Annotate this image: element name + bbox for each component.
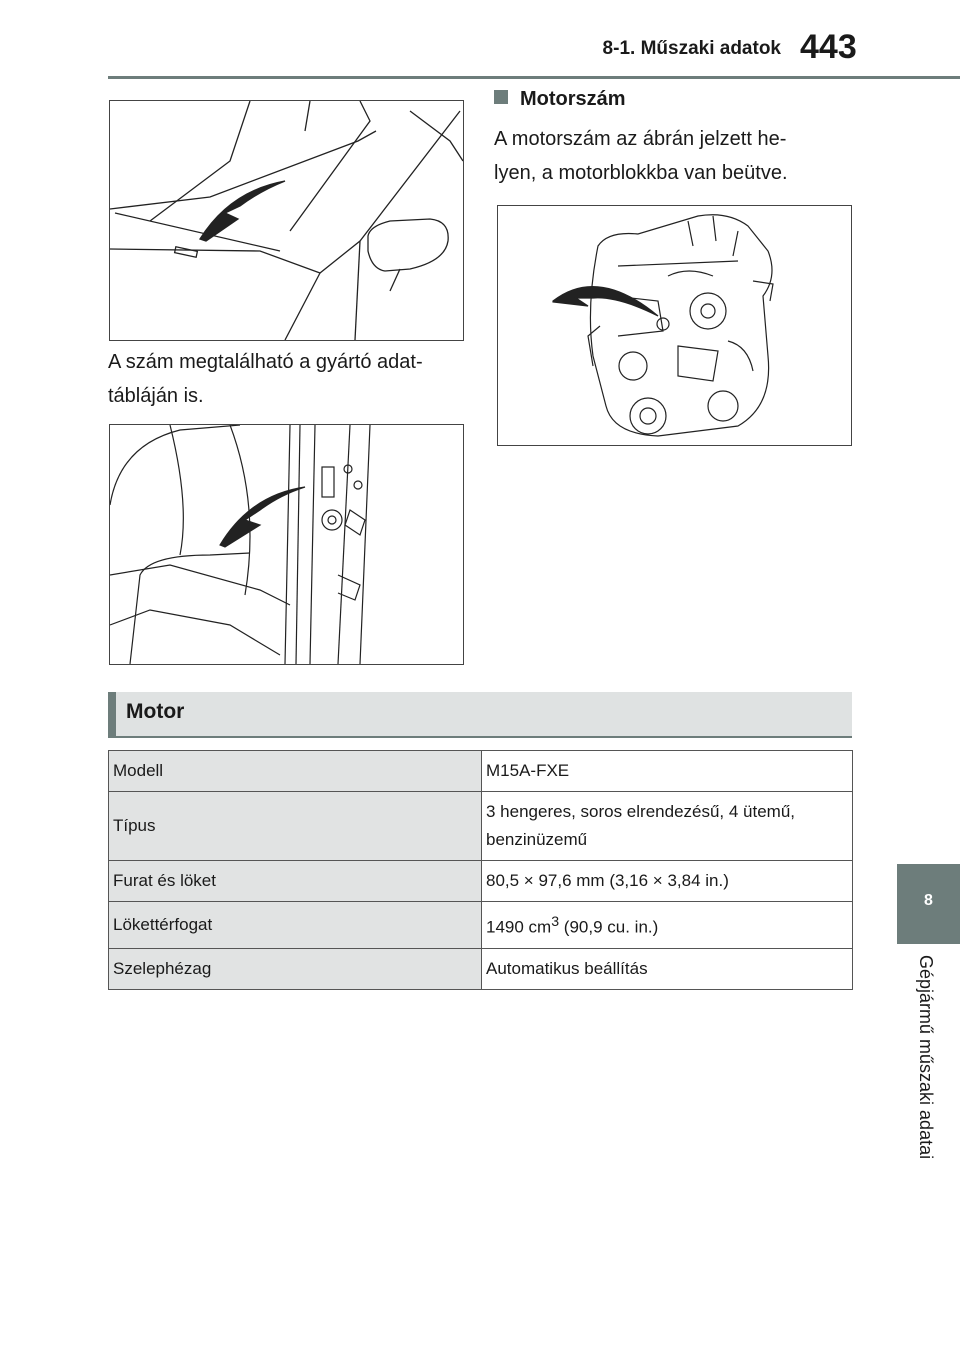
header-rule (108, 76, 960, 79)
table-value-line1: 3 hengeres, soros elrendezésű, 4 ütemű, (486, 802, 796, 821)
table-row (109, 792, 853, 861)
table-row (109, 902, 853, 949)
table-key: Furat és löket (109, 861, 482, 902)
chapter-side-label: Gépjármű műszaki adatai (916, 955, 936, 1160)
section-header-motor (108, 692, 852, 738)
motor-number-line1: A motorszám az ábrán jelzett he- (494, 128, 787, 150)
engine-spec-table (108, 750, 853, 990)
figure-engine (497, 205, 852, 446)
figure-door-pillar-plate (109, 424, 464, 665)
chapter-number: 8 (924, 892, 933, 909)
page-header-section: 8-1. Műszaki adatok (602, 38, 781, 59)
table-key: Típus (109, 792, 482, 861)
table-key: Modell (109, 751, 482, 792)
section-accent (108, 692, 116, 738)
table-value (482, 902, 853, 949)
motor-number-text (494, 122, 788, 190)
table-key: Szelephézag (109, 948, 482, 989)
page-number: 443 (800, 28, 857, 66)
motor-number-line2: lyen, a motorblokkba van beütve. (494, 162, 788, 184)
section-title: Motor (126, 700, 185, 723)
motor-number-heading (494, 88, 626, 111)
table-value: 80,5 × 97,6 mm (3,16 × 3,84 in.) (482, 861, 853, 902)
motor-number-heading-text: Motorszám (520, 88, 626, 110)
table-value: Automatikus beállítás (482, 948, 853, 989)
table-row (109, 861, 853, 902)
caption-left-line2: tábláján is. (108, 385, 204, 407)
displacement-exponent: 3 (551, 914, 560, 930)
caption-left-line1: A szám megtalálható a gyártó adat- (108, 351, 423, 373)
caption-left (108, 345, 423, 413)
displacement-value: 1490 cm (486, 917, 552, 937)
table-key: Lökettérfogat (109, 902, 482, 949)
chapter-side-tab (897, 864, 960, 944)
table-row (109, 948, 853, 989)
heading-bullet-icon (494, 90, 508, 104)
table-row (109, 751, 853, 792)
figure-windshield-vin (109, 100, 464, 341)
displacement-imperial: (90,9 cu. in.) (559, 917, 659, 937)
table-value-line2: benzinüzemű (486, 830, 588, 849)
table-value: M15A-FXE (482, 751, 853, 792)
table-value (482, 792, 853, 861)
